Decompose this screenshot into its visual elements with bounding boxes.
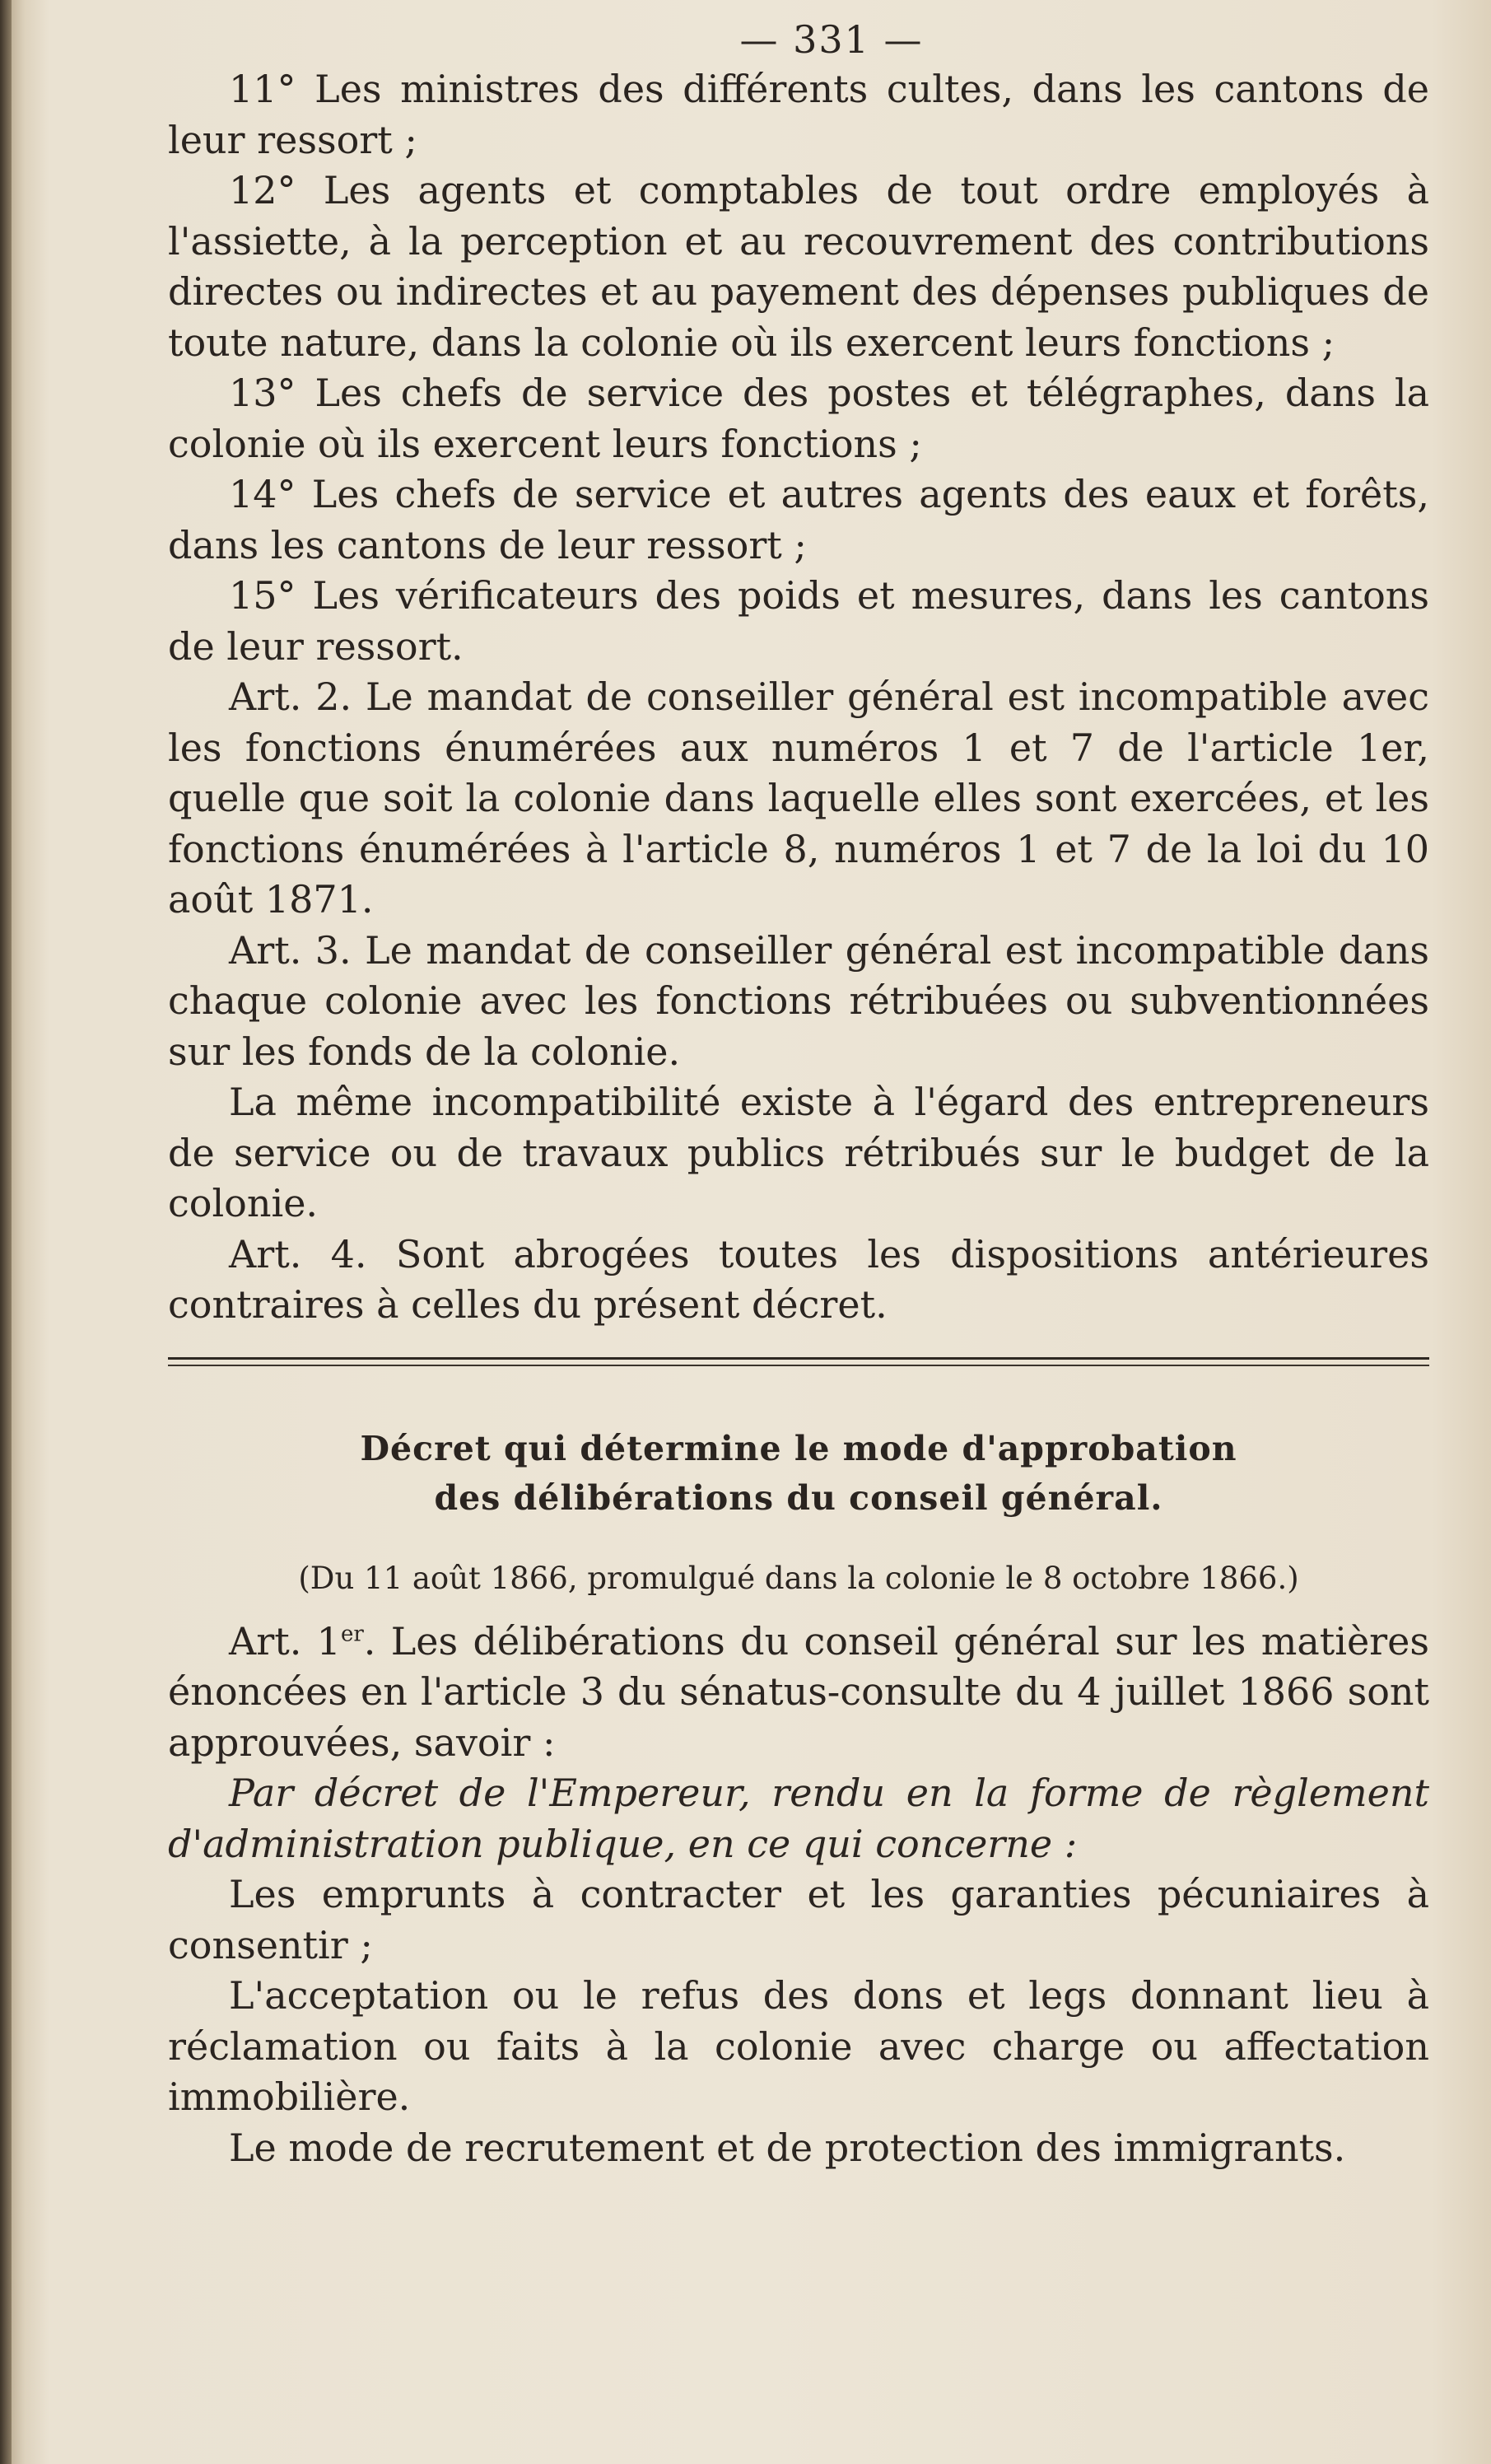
article-1-superscript: er <box>340 1622 364 1647</box>
paragraph-item-14: 14° Les chefs de service et autres agents des eaux et forêts, dans les cantons de leur ressort ; <box>168 472 1429 567</box>
decree-title-line-2: des délibérations du conseil général. <box>434 1477 1163 1518</box>
decree-item-immigrants: Le mode de recrutement et de protection des immigrants. <box>229 2125 1346 2170</box>
section-divider <box>168 1357 1429 1366</box>
book-gutter <box>0 0 12 2464</box>
divider-rule-thick <box>168 1357 1429 1360</box>
paragraph-item-15: 15° Les vérificateurs des poids et mesures, dans les cantons de leur ressort. <box>168 573 1429 669</box>
paragraph-item-11: 11° Les ministres des différents cultes, dans les cantons de leur ressort ; <box>168 67 1429 162</box>
decree-title-line-1: Décret qui détermine le mode d'approbation <box>360 1428 1237 1468</box>
decree-article-1 <box>168 1617 1429 1769</box>
paragraph-article-3: Art. 3. Le mandat de conseiller général est incompatible dans chaque colonie avec les fonctions rétribuées ou subventionnées sur les fonds de la colonie. <box>168 927 1429 1074</box>
decree-italic-clause: Par décret de l'Empereur, rendu en la forme de règlement d'administration publique, en ce qui concerne : <box>168 1771 1429 1866</box>
decree-item-loans: Les emprunts à contracter et les garanties pécuniaires à consentir ; <box>168 1872 1429 1967</box>
paragraph-item-13: 13° Les chefs de service des postes et télégraphes, dans la colonie où ils exercent leurs fonctions ; <box>168 371 1429 466</box>
page-content <box>168 15 1429 2173</box>
divider-rule-thin <box>168 1365 1429 1366</box>
paragraph-article-4: Art. 4. Sont abrogées toutes les dispositions antérieures contraires à celles du présent décret. <box>168 1231 1429 1327</box>
page-number: — 331 — <box>739 17 924 62</box>
paragraph-article-2: Art. 2. Le mandat de conseiller général est incompatible avec les fonctions énumérées aux numéros 1 et 7 de l'article 1er, quelle que soit la colonie dans laquelle elles sont exercées, et les fonctions énumérées à l'article 8, numéros 1 et 7 de la loi du 10 août 1871. <box>168 674 1429 922</box>
paragraph-incompatibility: La même incompatibilité existe à l'égard des entrepreneurs de service ou de travaux publics rétribués sur le budget de la colonie. <box>168 1080 1429 1225</box>
article-1-text: . Les délibérations du conseil général sur les matières énoncées en l'article 3 du sénatus-consulte du 4 juillet 1866 sont approuvées, savoir : <box>168 1618 1429 1765</box>
decree-item-gifts: L'acceptation ou le refus des dons et legs donnant lieu à réclamation ou faits à la colonie avec charge ou affectation immobilière. <box>168 1973 1429 2119</box>
paragraph-item-12: 12° Les agents et comptables de tout ordre employés à l'assiette, à la perception et au recouvrement des contributions directes ou indirectes et au payement des dépenses publiques de toute nature, dans la colonie où ils exercent leurs fonctions ; <box>168 168 1429 365</box>
decree-date-subtitle: (Du 11 août 1866, promulgué dans la colonie le 8 octobre 1866.) <box>298 1560 1299 1596</box>
article-1-label: Art. 1 <box>229 1618 341 1664</box>
